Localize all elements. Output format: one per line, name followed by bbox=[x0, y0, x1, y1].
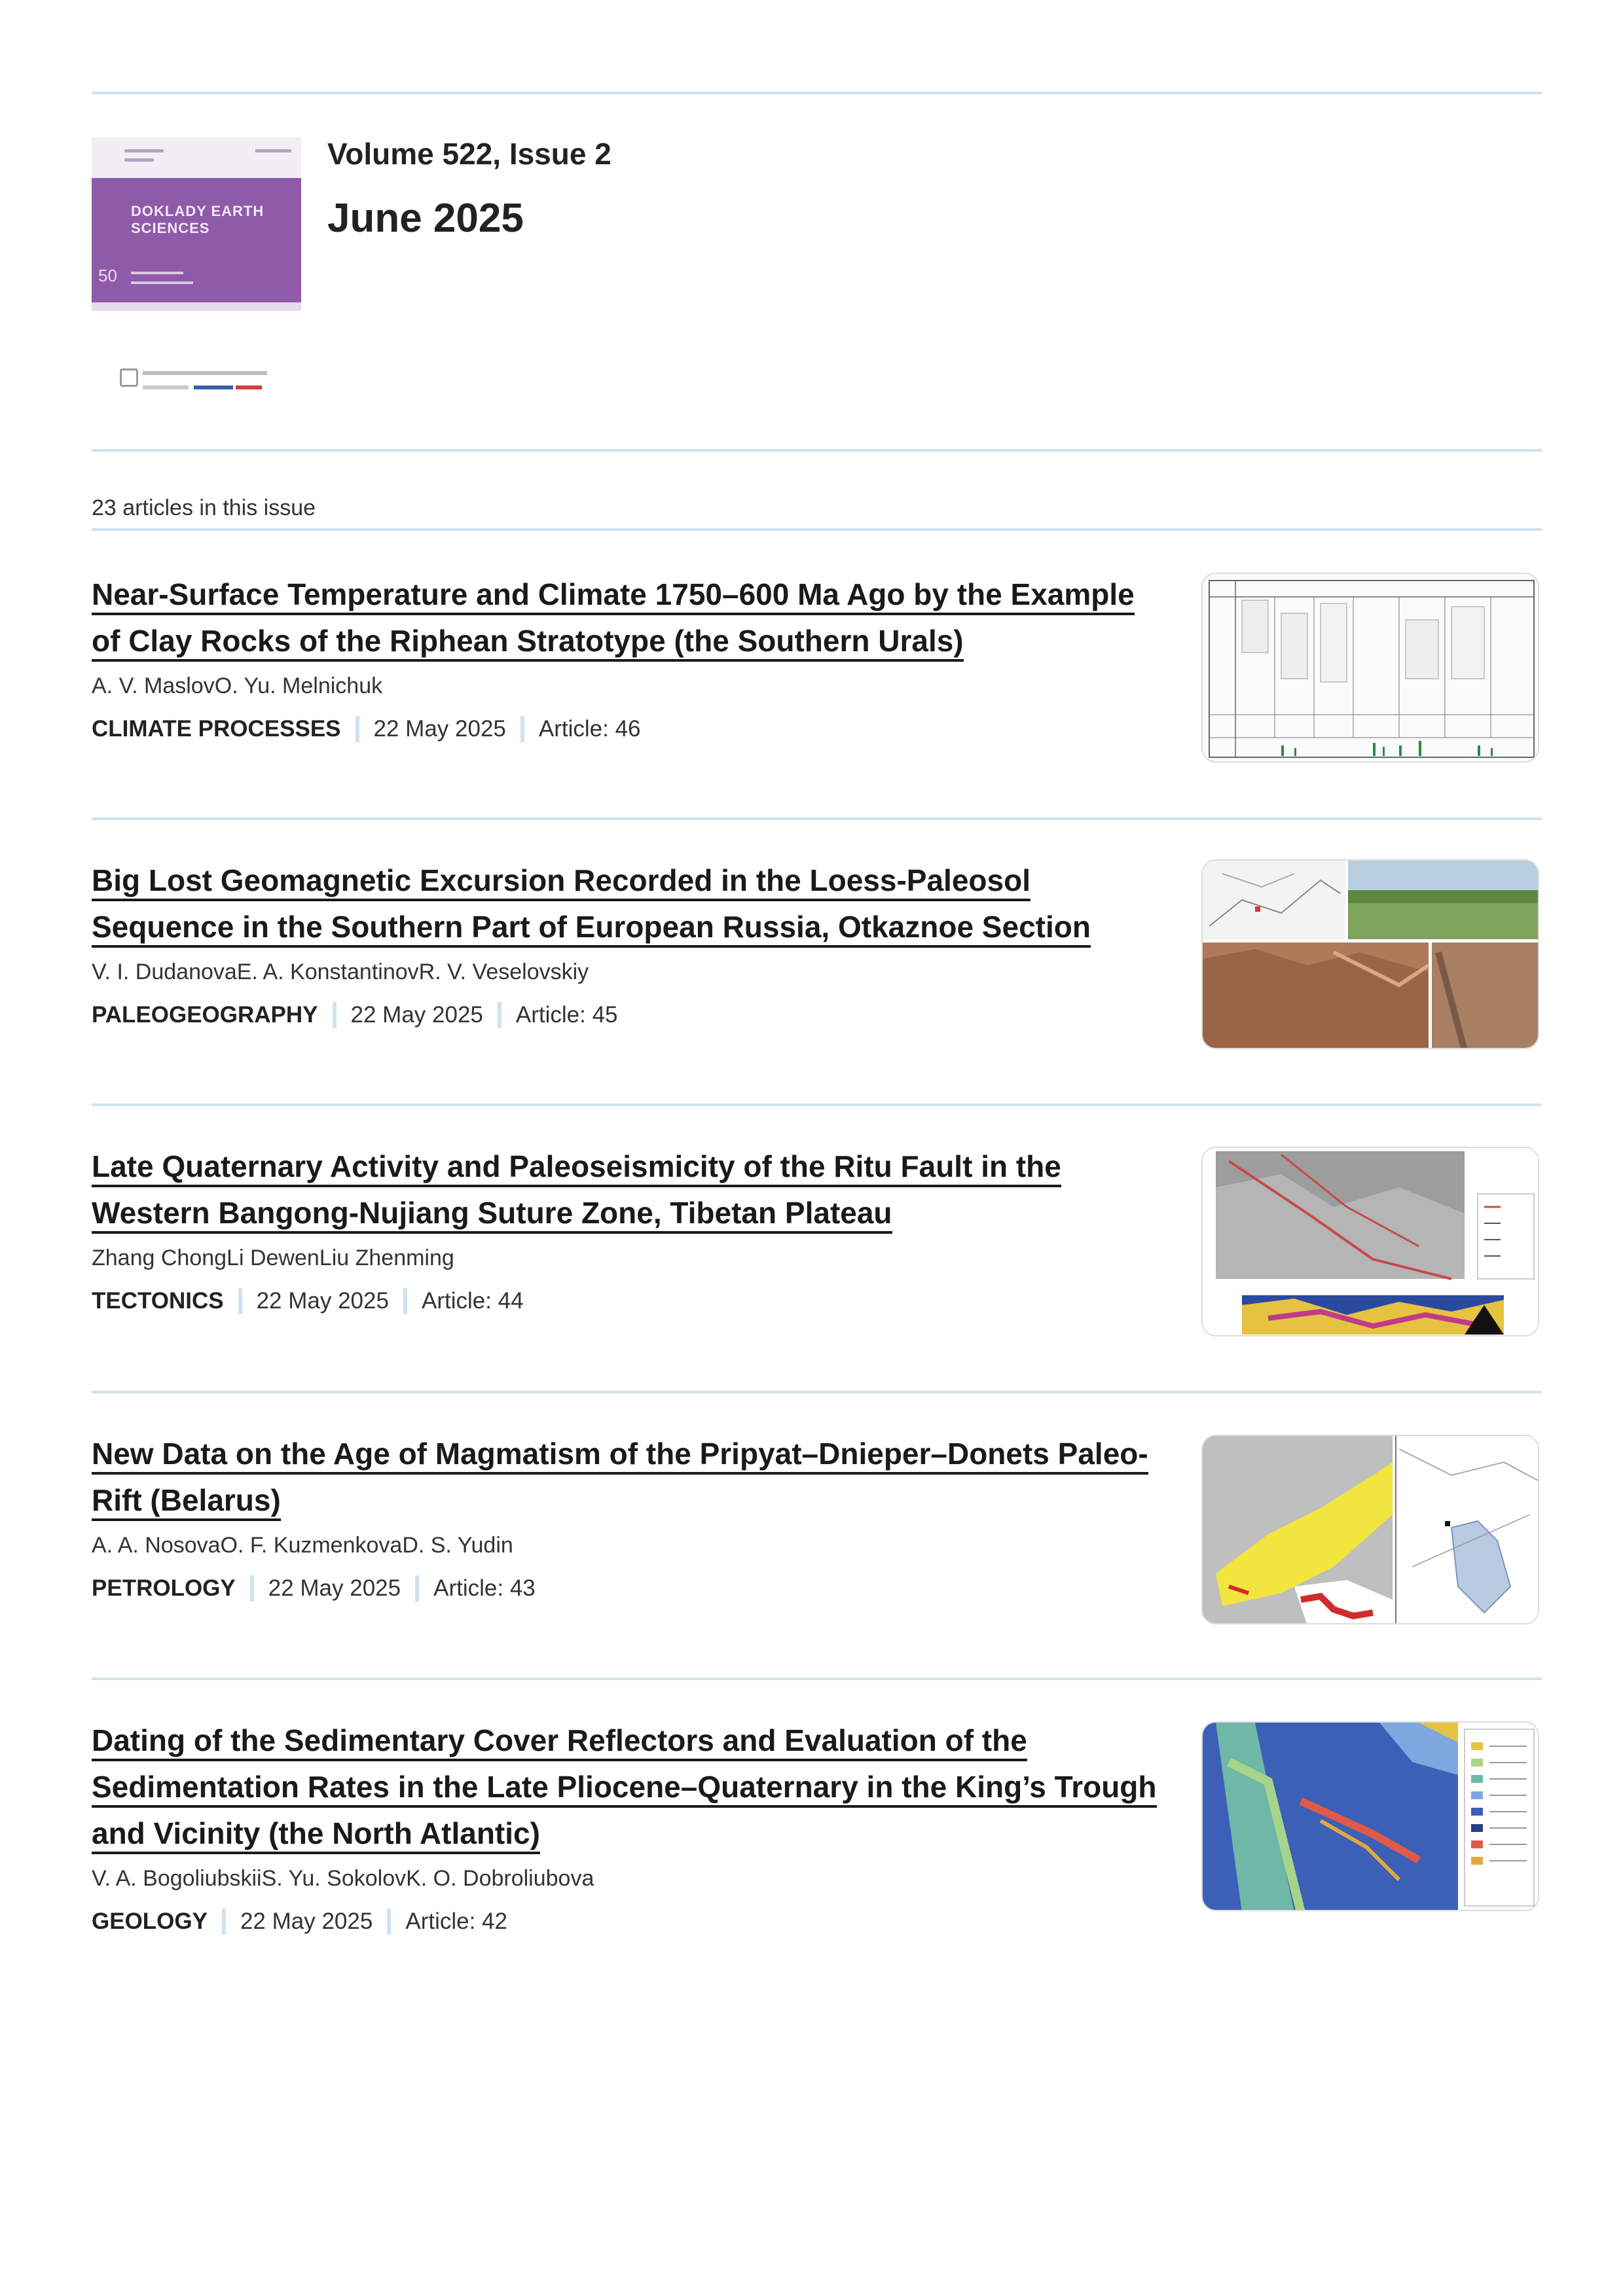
cover-title: DOKLADY EARTH SCIENCES bbox=[131, 203, 264, 236]
article-category: GEOLOGY bbox=[92, 1909, 208, 1934]
article-thumbnail[interactable] bbox=[1201, 859, 1539, 1049]
publisher-logo bbox=[117, 363, 274, 396]
article-divider bbox=[92, 1677, 1542, 1680]
article-meta bbox=[92, 1909, 1542, 1935]
meta-separator bbox=[333, 1002, 337, 1028]
meta-separator bbox=[415, 1575, 419, 1602]
article-divider bbox=[92, 1103, 1542, 1106]
article-date: 22 May 2025 bbox=[240, 1909, 373, 1934]
article-divider bbox=[92, 1391, 1542, 1393]
meta-separator bbox=[520, 716, 524, 742]
article-title-link[interactable]: New Data on the Age of Magmatism of the Pripyat–Dnieper–Donets Paleo-Rift (Belarus) bbox=[92, 1431, 1165, 1524]
article-number: Article: 45 bbox=[515, 1002, 618, 1028]
meta-separator bbox=[498, 1002, 501, 1028]
article-title-link[interactable]: Dating of the Sedimentary Cover Reflectors and Evaluation of the Sedimentation Rates in the Late Pliocene–Quaternary in the King’s Trough and Vicinity (the North Atlantic) bbox=[92, 1717, 1165, 1857]
article-date: 22 May 2025 bbox=[373, 716, 506, 742]
issue-volume: Volume 522, Issue 2 bbox=[327, 137, 611, 171]
article-thumbnail[interactable] bbox=[1201, 1147, 1539, 1336]
article-authors: A. V. MaslovO. Yu. Melnichuk bbox=[92, 673, 383, 698]
header-divider bbox=[92, 449, 1542, 452]
meta-separator bbox=[238, 1288, 242, 1314]
cover-badge: 50 bbox=[98, 266, 117, 285]
meta-separator bbox=[222, 1909, 226, 1935]
article-date: 22 May 2025 bbox=[268, 1575, 401, 1601]
count-divider bbox=[92, 528, 1542, 531]
article-authors: Zhang ChongLi DewenLiu Zhenming bbox=[92, 1246, 454, 1270]
meta-separator bbox=[403, 1288, 407, 1314]
article-authors: V. I. DudanovaE. A. KonstantinovR. V. Veselovskiy bbox=[92, 960, 589, 984]
article-thumbnail[interactable] bbox=[1201, 1435, 1539, 1624]
article-number: Article: 46 bbox=[538, 716, 641, 742]
meta-separator bbox=[387, 1909, 391, 1935]
article-title-link[interactable]: Big Lost Geomagnetic Excursion Recorded in the Loess-Paleosol Sequence in the Southern Part of European Russia, Otkaznoe Section bbox=[92, 857, 1165, 950]
issue-date: June 2025 bbox=[327, 196, 524, 241]
article-number: Article: 43 bbox=[433, 1575, 536, 1601]
top-divider bbox=[92, 92, 1542, 94]
article-category: PETROLOGY bbox=[92, 1575, 236, 1601]
article-category: TECTONICS bbox=[92, 1288, 224, 1314]
article-category: PALEOGEOGRAPHY bbox=[92, 1002, 318, 1028]
meta-separator bbox=[250, 1575, 254, 1602]
article-title-link[interactable]: Late Quaternary Activity and Paleoseismicity of the Ritu Fault in the Western Bangong-Nujiang Suture Zone, Tibetan Plateau bbox=[92, 1143, 1165, 1236]
article-category: CLIMATE PROCESSES bbox=[92, 716, 341, 742]
article-number: Article: 42 bbox=[405, 1909, 507, 1934]
journal-cover[interactable] bbox=[92, 137, 301, 311]
article-thumbnail[interactable] bbox=[1201, 573, 1539, 762]
article-thumbnail[interactable] bbox=[1201, 1721, 1539, 1911]
article-divider bbox=[92, 817, 1542, 820]
article-number: Article: 44 bbox=[421, 1288, 524, 1314]
meta-separator bbox=[356, 716, 359, 742]
article-date: 22 May 2025 bbox=[350, 1002, 483, 1028]
article-date: 22 May 2025 bbox=[256, 1288, 389, 1314]
article-title-link[interactable]: Near-Surface Temperature and Climate 1750–600 Ma Ago by the Example of Clay Rocks of the Riphean Stratotype (the Southern Urals) bbox=[92, 571, 1165, 664]
article-authors: A. A. NosovaO. F. KuzmenkovaD. S. Yudin bbox=[92, 1533, 513, 1558]
article-count: 23 articles in this issue bbox=[92, 495, 316, 520]
article-authors: V. A. BogoliubskiiS. Yu. SokolovK. O. Dobroliubova bbox=[92, 1866, 594, 1891]
